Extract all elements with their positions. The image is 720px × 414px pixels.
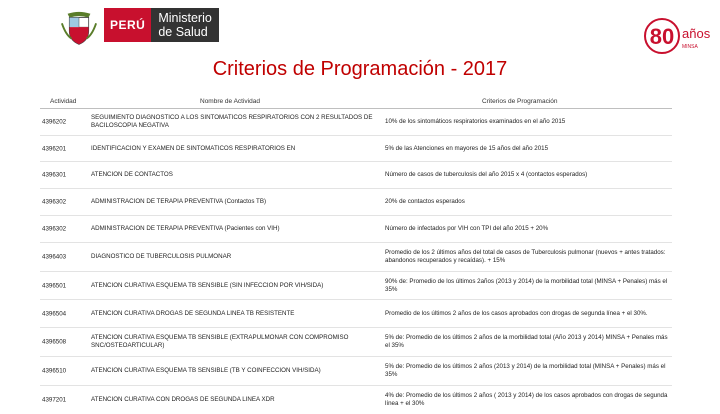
activity-criteria: 5% de: Promedio de los últimos 2 años de la morbilidad total (Año 2013 y 2014) MINSA + Penales más el 35% (385, 334, 668, 349)
brand-country: PERÚ (104, 8, 151, 42)
activity-name: ATENCION CURATIVA ESQUEMA TB SENSIBLE (SIN INFECCION POR VIH/SIDA) (91, 281, 324, 289)
activity-code: 4397201 (42, 396, 67, 404)
activity-criteria: Promedio de los últimos 2 años de los casos aprobados con drogas de segunda línea + el 30%. (385, 309, 648, 317)
anniversary-logo (640, 12, 710, 62)
activity-code: 4396508 (42, 338, 67, 346)
activity-name: IDENTIFICACION Y EXAMEN DE SINTOMATICOS RESPIRATORIOS EN (91, 144, 296, 152)
activity-name: ATENCION DE CONTACTOS (91, 171, 173, 178)
activity-name: DIAGNOSTICO DE TUBERCULOSIS PULMONAR (91, 253, 232, 260)
page-header (0, 0, 720, 60)
column-header-activity: Actividad (50, 98, 77, 105)
activity-criteria: Número de infectados por VIH con TPI del año 2015 + 20% (385, 225, 549, 232)
table-row (40, 328, 672, 357)
page-title: Criterios de Programación - 2017 (212, 58, 508, 80)
activity-code: 4396403 (42, 253, 67, 261)
table-row (40, 357, 672, 386)
table-row (40, 216, 672, 243)
anniversary-word: años (682, 26, 710, 41)
activity-criteria: 20% de contactos esperados (385, 198, 465, 205)
activity-criteria: 4% de: Promedio de los últimos 2 años ( 2013 y 2014) de los casos aprobados con drogas de segunda línea + el 30% (385, 392, 668, 407)
minsa-logo (104, 8, 219, 42)
table-row (40, 386, 672, 414)
brand-ministry-line2: de Salud (158, 25, 208, 39)
activity-name: ATENCION CURATIVA DROGAS DE SEGUNDA LINEA TB RESISTENTE (91, 309, 295, 317)
criteria-table (40, 96, 672, 414)
table-row (40, 272, 672, 300)
table-row (40, 300, 672, 328)
activity-criteria: 10% de los sintomáticos respiratorios examinados en el año 2015 (385, 118, 566, 125)
activity-name: ATENCION CURATIVA ESQUEMA TB SENSIBLE (TB Y COINFECCION VIH/SIDA) (91, 367, 321, 374)
table-row (40, 162, 672, 189)
table-row (40, 189, 672, 216)
activity-criteria: 90% de: Promedio de los últimos 2años (2013 y 2014) de la morbilidad total (MINSA + Penales) más el 35% (385, 277, 668, 293)
anniversary-sub: MINSA (682, 44, 698, 50)
activity-code: 4396302 (42, 225, 67, 233)
brand-ministry-line1: Ministerio (158, 11, 212, 25)
column-header-name: Nombre de Actividad (200, 98, 260, 105)
activity-code: 4396302 (42, 198, 67, 206)
table-row (40, 109, 672, 136)
activity-code: 4396201 (42, 145, 67, 152)
activity-code: 4396301 (42, 171, 67, 179)
activity-name: ATENCION CURATIVA CON DROGAS DE SEGUNDA LINEA XDR (91, 396, 275, 403)
activity-name: ATENCION CURATIVA ESQUEMA TB SENSIBLE (EXTRAPULMONAR CON COMPROMISO SNC/OSTEOARTICULAR) (91, 334, 349, 349)
activity-code: 4396510 (42, 367, 67, 375)
activity-criteria: 5% de: Promedio de los últimos 2 años (2013 y 2014) de la morbilidad total (MINSA + Penales) más el 35% (385, 363, 666, 378)
brand-ministry (151, 8, 219, 42)
activity-code: 4396504 (42, 310, 67, 317)
table-row (40, 243, 672, 272)
activity-code: 4396501 (42, 282, 67, 289)
activity-name: ADMINISTRACION DE TERAPIA PREVENTIVA (Contactos TB) (91, 198, 267, 205)
activity-code: 4396202 (42, 118, 67, 126)
table-header (40, 96, 672, 109)
activity-criteria: Promedio de los 2 últimos años del total de casos de Tuberculosis pulmonar (nuevos + antes tratados: abandonos recuperados y recaídas). + 15% (385, 249, 666, 264)
table-row (40, 136, 672, 162)
activity-name: SEGUIMIENTO DIAGNOSTICO A LOS SINTOMATICOS RESPIRATORIOS CON 2 RESULTADOS DE BACILOSCOPIA NEGATIVA (91, 114, 373, 129)
column-header-criteria: Criterios de Programación (482, 98, 558, 105)
activity-criteria: 5% de las Atenciones en mayores de 15 años del año 2015 (385, 144, 549, 152)
coat-of-arms-icon (60, 10, 98, 48)
anniversary-number: 80 (649, 24, 675, 49)
activity-criteria: Número de casos de tuberculosis del año 2015 x 4 (contactos esperados) (385, 171, 588, 178)
activity-name: ADMINISTRACION DE TERAPIA PREVENTIVA (Pacientes con VIH) (91, 225, 280, 232)
